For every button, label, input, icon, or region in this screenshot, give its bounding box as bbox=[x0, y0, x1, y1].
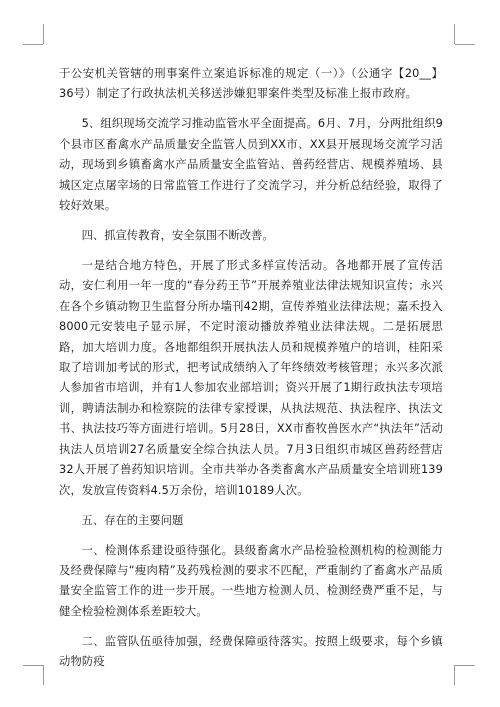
crop-mark-top-left bbox=[43, 24, 44, 44]
section-heading-publicity: 四、抓宣传教育，安全氛围不断改善。 bbox=[81, 229, 274, 243]
crop-mark-bottom-right bbox=[455, 665, 475, 666]
paragraph-publicity-activities: 一是结合地方特色，开展了形式多样宣传活动。各地都开展了宣传活动，安仁利用一年一度的“春分药王节”开展养殖业法律法规知识宣传；永兴在各个乡镇动物卫生监督分所办墙刊42期，宣传养殖业法律法规；嘉禾投入8000元安装电子显示屏，不定时滚动播放养殖业法律法规。二是拓展思路，加大培训力度。各地都组织开展执法人员和规模养殖户的培训，桂阳采取了培训加考试的形式，把考试成绩纳入了年终绩效考核管理；永兴多次派人参加省市培训，并有1人参加农业部培训；资兴开展了1期行政执法专项培训，聘请法制办和检察院的法律专家授课，从执法规范、执法程序、执法文书、执法技巧等方面进行培训。5月28日，XX市畜牧兽医水产“执法年”活动执法人员培训27名质量安全综合执法人员。7月3日组织市城区兽药经营店32人开展了兽药知识培训。全市共举办各类畜禽水产品质量安全培训班139次，发放宣传资料4.5万余份，培训10189人次。 bbox=[59, 259, 443, 497]
crop-mark-top-right bbox=[454, 24, 455, 44]
paragraph-field-study: 5、组织现场交流学习推动监管水平全面提高。6月、7月，分两批组织9个县市区畜禽水产品质量安全监管人员到XX市、XX县开展现场交流学习活动，现场到乡镇畜禽水产品质量安全监管站、兽药经营店、规模养殖场、县城区定点屠宰场的日常监管工作进行了交流学习，并分析总结经验，取得了较好效果。 bbox=[59, 117, 443, 213]
paragraph-testing-system: 一、检测体系建设亟待强化。县级畜禽水产品检验检测机构的检测能力及经费保障与“瘦肉精”及药残检测的要求不匹配，严重制约了畜禽水产品质量安全监管工作的进一步开展。一些地方检测人员、检测经费严重不足，与健全检验检测体系差距较大。 bbox=[59, 543, 443, 618]
crop-mark-bottom-left bbox=[23, 665, 43, 666]
crop-mark-top-left bbox=[23, 44, 43, 45]
crop-mark-top-right bbox=[455, 44, 475, 45]
paragraph-supervision-team: 二、监管队伍亟待加强，经费保障亟待落实。按照上级要求，每个乡镇动物防疫 bbox=[59, 634, 443, 669]
section-heading-problems: 五、存在的主要问题 bbox=[81, 513, 184, 527]
paragraph-regulation-reference: 于公安机关管辖的刑事案件立案追诉标准的规定（一）》（公通字【20__】36号）制定了行政执法机关移送涉嫌犯罪案件类型及标准上报市政府。 bbox=[59, 67, 443, 101]
crop-mark-bottom-left bbox=[43, 665, 44, 685]
document-body bbox=[59, 64, 443, 673]
crop-mark-bottom-right bbox=[454, 665, 455, 685]
